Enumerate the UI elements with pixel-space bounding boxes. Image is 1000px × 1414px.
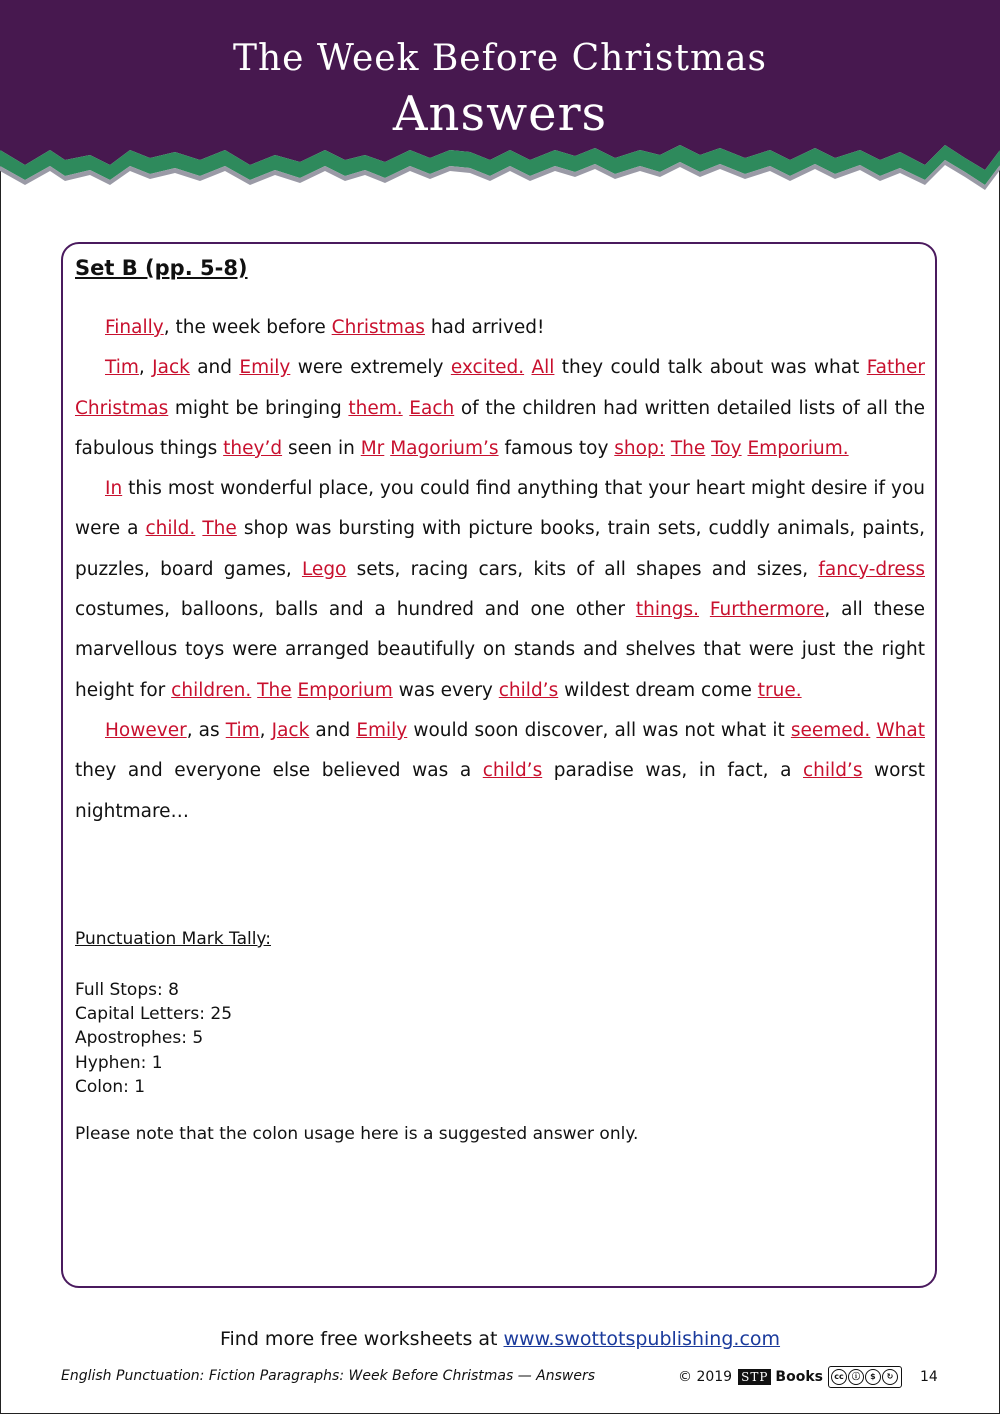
punctuation-correction: Magorium’s — [390, 437, 499, 459]
punctuation-correction: Finally — [105, 317, 164, 338]
story-text-run: this most wonderful place, you could find anything that your heart might desire if you were a — [75, 478, 925, 540]
punctuation-correction: However — [105, 719, 187, 741]
punctuation-correction: Toy — [711, 437, 742, 459]
story-text-run: costumes, balloons, balls and a hundred and one other — [75, 599, 636, 621]
tally-list — [75, 978, 232, 1099]
punctuation-correction: children. — [171, 679, 252, 701]
punctuation-correction: Christmas — [331, 317, 425, 338]
punctuation-correction: Emporium — [297, 679, 393, 701]
find-more-line — [0, 1328, 1000, 1350]
punctuation-correction: true. — [757, 679, 802, 701]
punctuation-correction: excited. — [450, 357, 525, 379]
punctuation-correction: things. — [635, 599, 699, 621]
story-text-run: and — [189, 357, 240, 379]
punctuation-correction: seemed. — [790, 719, 871, 741]
punctuation-correction: Lego — [301, 558, 347, 580]
story-text-run: paradise was, in fact, a — [542, 760, 804, 782]
punctuation-correction: shop: — [614, 437, 665, 459]
story-paragraph — [75, 348, 925, 469]
punctuation-correction: fancy-dress — [818, 558, 926, 580]
punctuation-correction: All — [531, 357, 555, 379]
punctuation-correction: The — [202, 518, 237, 540]
footer-caption: English Punctuation: Fiction Paragraphs: Week Before Christmas — Answers — [61, 1368, 596, 1384]
punctuation-correction: they’d — [223, 437, 283, 459]
punctuation-correction: child. — [145, 518, 196, 540]
story-paragraph — [75, 711, 925, 832]
tally-item: Colon: 1 — [75, 1076, 146, 1097]
story-text-run: seen in — [282, 437, 361, 459]
stp-logo: STP — [738, 1369, 771, 1385]
story-text-run: , as — [186, 719, 226, 741]
punctuation-correction: them. — [348, 397, 403, 419]
story-text-run: they could talk about was what — [554, 357, 867, 379]
story-text-run: , — [138, 357, 153, 379]
story-text — [75, 308, 925, 832]
story-text-run: shop was bursting with picture books, train sets, cuddly animals, paints, puzzles, board games, — [75, 518, 925, 580]
page-title: The Week Before Christmas — [232, 38, 768, 79]
story-text-run: , — [259, 719, 272, 741]
punctuation-correction: Furthermore — [709, 599, 825, 621]
punctuation-correction: child’s — [498, 679, 559, 701]
punctuation-correction: Emily — [356, 719, 408, 741]
tally-item: Apostrophes: 5 — [75, 1028, 204, 1049]
punctuation-correction: Tim — [105, 357, 139, 379]
punctuation-correction: child’s — [482, 760, 543, 782]
punctuation-correction: Each — [409, 397, 455, 419]
story-paragraph — [75, 308, 925, 348]
colon-note: Please note that the colon usage here is a suggested answer only. — [75, 1124, 639, 1144]
find-more-text: Find more free worksheets at — [219, 1328, 504, 1350]
page-subtitle: Answers — [392, 86, 608, 142]
story-text-run: , the week before — [163, 317, 332, 338]
story-text-run: might be bringing — [168, 397, 349, 419]
books-label: Books — [775, 1369, 823, 1385]
story-text-run: and — [309, 719, 357, 741]
tally-title: Punctuation Mark Tally: — [75, 929, 271, 949]
header-banner — [0, 0, 1000, 200]
story-text-run: of the children had written detailed lists of all the fabulous things — [75, 397, 925, 459]
story-text-run: they and everyone else believed was a — [75, 760, 483, 782]
story-text-run: would soon discover, all was not what it — [407, 719, 791, 741]
story-text-run: were extremely — [290, 357, 451, 379]
tally-item: Capital Letters: 25 — [75, 1004, 233, 1025]
story-text-run: had arrived! — [424, 317, 545, 338]
tally-item: Full Stops: 8 — [75, 980, 179, 1000]
punctuation-correction: Jack — [152, 357, 190, 379]
story-text-run: worst nightmare… — [75, 760, 926, 822]
punctuation-correction: In — [105, 478, 123, 500]
punctuation-correction: Emporium. — [747, 437, 849, 459]
story-text-run: wildest dream come — [558, 679, 758, 701]
punctuation-correction: Mr — [360, 437, 385, 459]
story-text-run: was every — [392, 679, 499, 701]
story-text-run: , all these marvellous toys were arranged beautifully on stands and shelves that were just the right height for — [75, 599, 925, 701]
tally-item: Hyphen: 1 — [75, 1052, 163, 1073]
punctuation-correction: The — [257, 679, 292, 701]
punctuation-correction: Jack — [271, 719, 310, 741]
copyright-text: © 2019 — [678, 1369, 733, 1385]
punctuation-correction: Emily — [239, 357, 291, 379]
story-paragraph — [75, 469, 925, 711]
punctuation-correction: Father Christmas — [75, 357, 925, 419]
punctuation-correction: The — [670, 437, 706, 459]
punctuation-correction: child’s — [803, 760, 863, 782]
punctuation-correction: What — [876, 719, 925, 741]
story-text-run — [699, 599, 710, 620]
story-text-run: sets, racing cars, kits of all shapes and sizes, — [346, 558, 819, 580]
website-link[interactable]: www.swottotspublishing.com — [503, 1328, 781, 1350]
page-number: 14 — [919, 1369, 938, 1385]
footer-copyright — [678, 1366, 938, 1388]
set-heading: Set B (pp. 5-8) — [75, 256, 248, 280]
story-text-run: famous toy — [498, 437, 615, 459]
punctuation-correction: Tim — [225, 719, 260, 741]
creative-commons-icon: cc ⓘ $ ↻ — [828, 1366, 902, 1388]
